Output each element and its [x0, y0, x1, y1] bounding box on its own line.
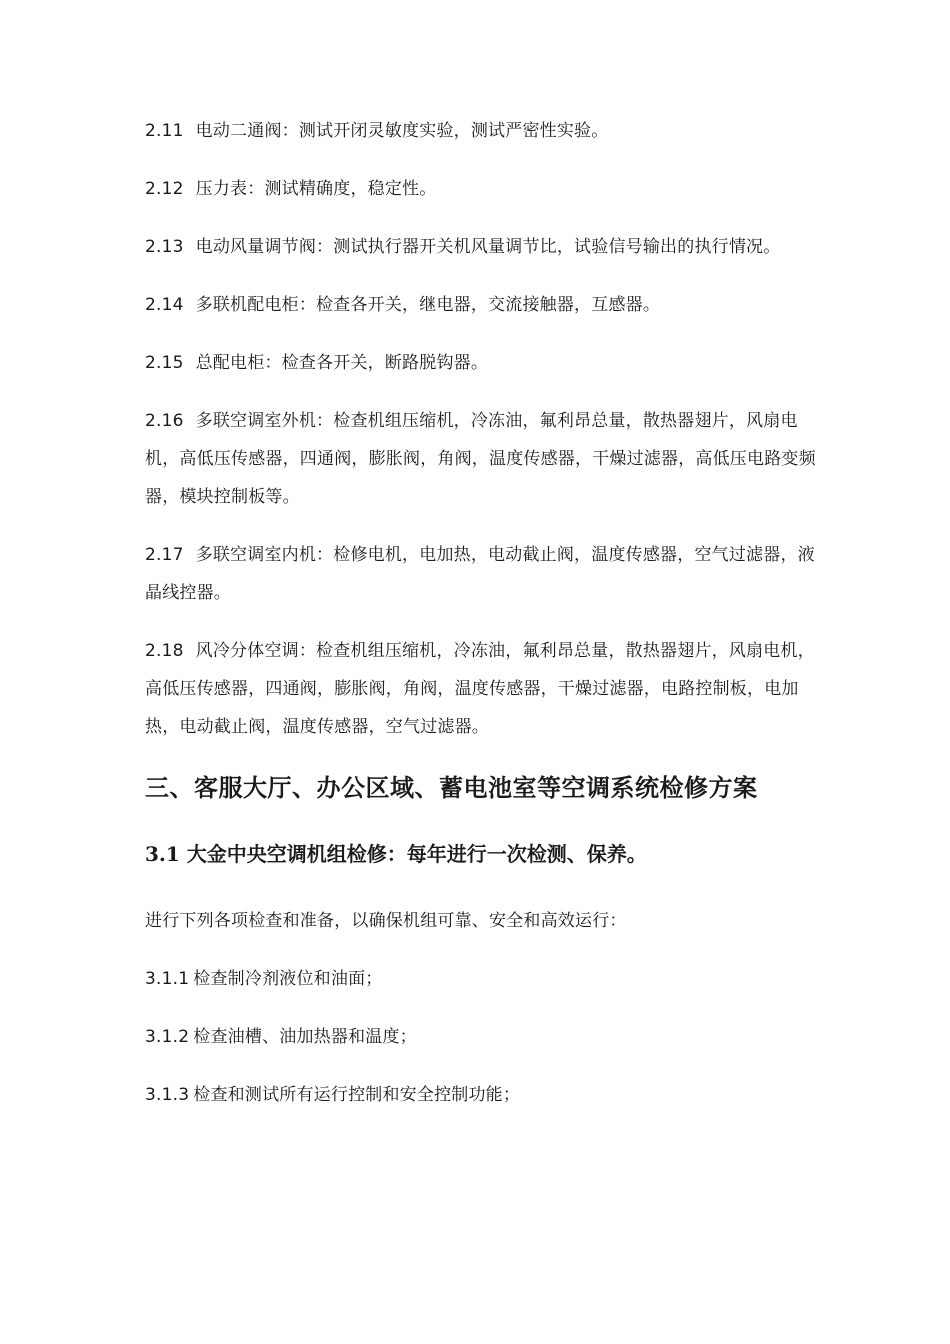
item-number: 3.1.2 [145, 1027, 190, 1047]
item-number: 2.11 [145, 121, 184, 141]
item-number: 2.14 [145, 295, 184, 315]
item-text: 多联机配电柜：检查各开关，继电器，交流接触器，互感器。 [195, 295, 661, 315]
item-text: 检查油槽、油加热器和温度； [193, 1027, 417, 1047]
item-2-16 [145, 402, 825, 516]
item-text: 总配电柜：检查各开关，断路脱钩器。 [195, 353, 489, 373]
item-number: 2.12 [145, 179, 184, 199]
item-number: 2.16 [145, 411, 184, 431]
subsection-intro: 进行下列各项检查和准备，以确保机组可靠、安全和高效运行： [145, 911, 627, 931]
item-2-15 [145, 344, 825, 382]
subsection-3-1-heading: 3.1 大金中央空调机组检修：每年进行一次检测、保养。 [145, 842, 647, 866]
document-page [145, 112, 825, 1134]
item-text: 压力表：测试精确度，稳定性。 [195, 179, 437, 199]
item-text: 多联空调室外机：检查机组压缩机，冷冻油，氟利昂总量，散热器翅片，风扇电机，高低压传感器，四通阀，膨胀阀，角阀，温度传感器，干燥过滤器，高低压电路变频器，模块控制板等。 [145, 411, 816, 507]
item-number: 2.15 [145, 353, 184, 373]
item-number: 2.17 [145, 545, 184, 565]
section-3-heading: 三、客服大厅、办公区域、蓄电池室等空调系统检修方案 [145, 774, 758, 802]
item-number: 3.1.3 [145, 1085, 190, 1105]
item-2-14 [145, 286, 825, 324]
item-text: 检查和测试所有运行控制和安全控制功能； [193, 1085, 521, 1105]
item-text: 检查制冷剂液位和油面； [193, 969, 383, 989]
item-number: 2.13 [145, 237, 184, 257]
item-3-1-2 [145, 1018, 825, 1056]
item-2-18 [145, 632, 825, 746]
item-3-1-3 [145, 1076, 825, 1114]
item-number: 2.18 [145, 641, 184, 661]
item-2-11 [145, 112, 825, 150]
item-2-13 [145, 228, 825, 266]
item-2-12 [145, 170, 825, 208]
item-text: 多联空调室内机：检修电机，电加热，电动截止阀，温度传感器，空气过滤器，液晶线控器。 [145, 545, 815, 603]
item-text: 风冷分体空调：检查机组压缩机，冷冻油，氟利昂总量，散热器翅片，风扇电机，高低压传感器，四通阀，膨胀阀，角阀，温度传感器，干燥过滤器，电路控制板，电加热，电动截止阀，温度传感器，空气过滤器。 [145, 641, 815, 737]
item-2-17 [145, 536, 825, 612]
item-3-1-1 [145, 960, 825, 998]
item-text: 电动风量调节阀：测试执行器开关机风量调节比，试验信号输出的执行情况。 [195, 237, 781, 257]
item-number: 3.1.1 [145, 969, 190, 989]
item-text: 电动二通阀：测试开闭灵敏度实验，测试严密性实验。 [195, 121, 609, 141]
